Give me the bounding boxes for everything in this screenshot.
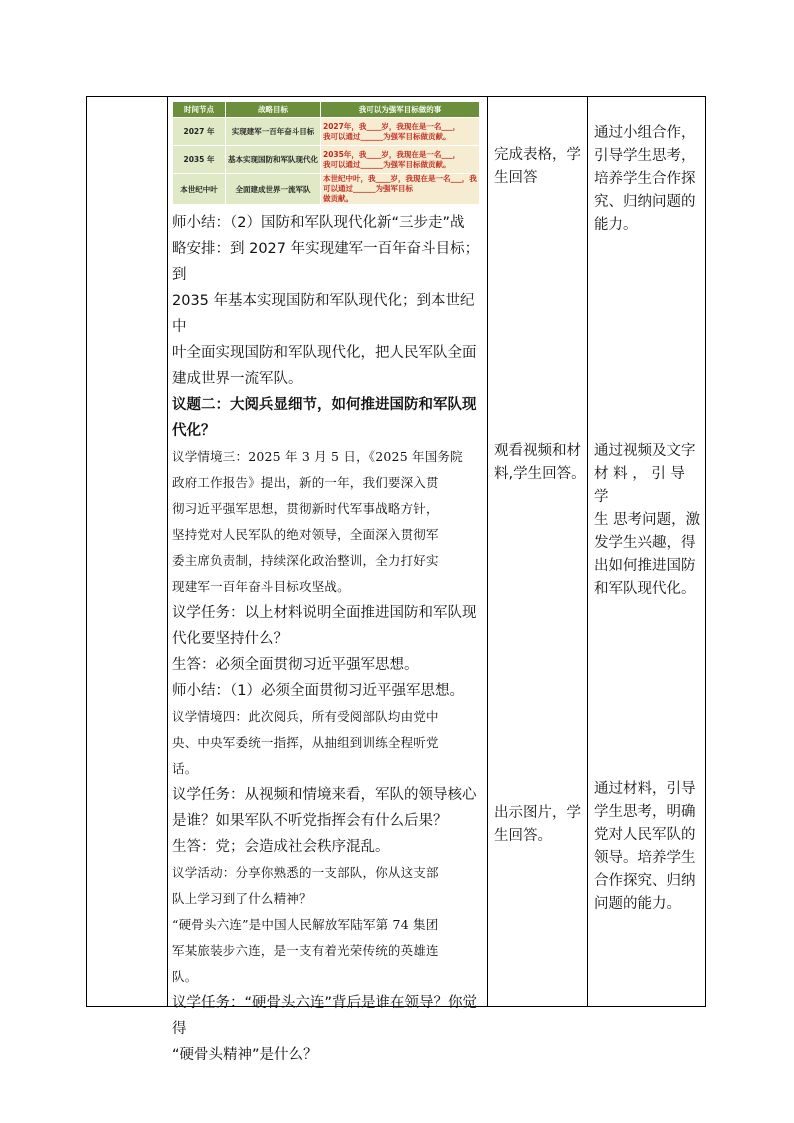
column-divider — [167, 96, 168, 1007]
intent-line: 通过材料，引导 — [594, 781, 696, 797]
content-line: 叶全面实现国防和军队现代化，把人民军队全面 — [172, 345, 477, 361]
intent-line: 学生思考，明确 — [594, 804, 696, 820]
content-line: 央、中央军委统一指挥，从抽组到训练全程听党 — [172, 735, 439, 750]
table-row — [173, 146, 480, 174]
table-row — [173, 118, 480, 146]
content-line: 略安排：到 2027 年实现建军一百年奋斗目标；到 — [172, 241, 480, 283]
content-line: 生答：必须全面贯彻习近平强军思想。 — [172, 657, 419, 673]
activity-line: 生回答 — [494, 170, 538, 186]
table-header: 战略目标 — [226, 102, 321, 118]
content-line: 队。 — [172, 969, 198, 984]
intent-line: 生 思考问题，激 — [594, 512, 701, 528]
goal-cell: 实现建军一百年奋斗目标 — [226, 118, 321, 146]
table-header: 时间节点 — [173, 102, 226, 118]
content-line: 话。 — [172, 761, 198, 776]
content-line: 代化？ — [172, 423, 216, 439]
intent-line: 合作探究、归纳 — [594, 873, 696, 889]
content-line: 委主席负责制，持续深化政治整训，全力打好实 — [172, 553, 439, 568]
content-line: 坚持党对人民军队的绝对领导，全面深入贯彻军 — [172, 527, 439, 542]
content-line: 议题二：大阅兵显细节，如何推进国防和军队现 — [172, 397, 477, 413]
content-line: 师小结：（2）国防和军队现代化新“三步走”战 — [172, 215, 465, 231]
intent-line: 出如何推进国防 — [594, 558, 696, 574]
content-line: 军某旅装步六连，是一支有着光荣传统的英雄连 — [172, 943, 439, 958]
time-cell: 2035 年 — [173, 146, 226, 174]
intent-line: 党对人民军队的 — [594, 827, 696, 843]
table-row — [173, 174, 480, 205]
student-activity-1 — [494, 144, 586, 190]
content-line: 议学情境四：此次阅兵，所有受阅部队均由党中 — [172, 709, 439, 724]
table-header: 我可以为强军目标做的事 — [321, 102, 480, 118]
design-intent-1 — [594, 122, 704, 237]
content-line: 代化要坚持什么？ — [172, 631, 288, 647]
content-line: 政府工作报告》提出，新的一年，我们要深入贯 — [172, 475, 439, 490]
content-line: 建成世界一流军队。 — [172, 371, 303, 387]
student-activity-3 — [494, 802, 586, 848]
column-divider — [487, 96, 488, 1007]
intent-line: 通过小组合作， — [594, 125, 696, 141]
content-line: 2035 年基本实现国防和军队现代化；到本世纪中 — [172, 293, 475, 335]
teaching-content — [172, 210, 484, 1068]
student-activity-2 — [494, 440, 586, 486]
intent-line: 发学生兴趣，得 — [594, 535, 696, 551]
activity-line: 观看视频和材 — [494, 443, 581, 459]
time-cell: 本世纪中叶 — [173, 174, 226, 205]
content-line: 议学任务：以上材料说明全面推进国防和军队现 — [172, 605, 477, 621]
todo-line: 2027年，我____岁，我现在是一名___， — [323, 121, 461, 131]
content-line: 议学任务：从视频和情境来看，军队的领导核心 — [172, 787, 477, 803]
todo-line: 2035年，我____岁，我现在是一名___， — [323, 149, 461, 159]
intent-line: 领导。培养学生 — [594, 850, 696, 866]
intent-line: 和军队现代化。 — [594, 581, 696, 597]
content-line: 现建军一百年奋斗目标攻坚战。 — [172, 579, 350, 594]
activity-line: 生回答。 — [494, 828, 552, 844]
content-line: “硬骨头六连”是中国人民解放军陆军第 74 集团 — [172, 917, 439, 932]
todo-line: 做贡献。 — [323, 194, 353, 203]
todo-line: 我可以通过______为强军目标做贡献。 — [323, 159, 451, 169]
todo-cell — [321, 118, 480, 146]
goal-cell: 基本实现国防和军队现代化 — [226, 146, 321, 174]
todo-line: 本世纪中叶，我____岁，我现在是一名___，我可以通过______为强军目标 — [323, 174, 477, 193]
content-line: 队上学习到了什么精神？ — [172, 891, 312, 906]
intent-line: 问题的能力。 — [594, 896, 681, 912]
intent-line: 能力。 — [594, 217, 638, 233]
design-intent-2 — [594, 440, 704, 601]
content-line: “硬骨头精神”是什么？ — [172, 1047, 318, 1063]
content-line: 师小结：（1）必须全面贯彻习近平强军思想。 — [172, 683, 464, 699]
activity-line: 出示图片，学 — [494, 805, 581, 821]
content-line: 是谁？如果军队不听党指挥会有什么后果？ — [172, 813, 448, 829]
design-intent-3 — [594, 778, 704, 916]
content-line: 生答：党；会造成社会秩序混乱。 — [172, 839, 390, 855]
intent-line: 培养学生合作探 — [594, 171, 696, 187]
strategy-goal-table-image — [172, 101, 480, 205]
intent-line: 引导学生思考， — [594, 148, 696, 164]
content-line: 议学活动：分享你熟悉的一支部队，你从这支部 — [172, 865, 439, 880]
intent-line: 通过视频及文字 — [594, 443, 696, 459]
content-line: 议学任务：“硬骨头六连”背后是谁在领导？你觉得 — [172, 995, 478, 1037]
time-cell: 2027 年 — [173, 118, 226, 146]
column-divider — [587, 96, 588, 1007]
todo-line: 我可以通过______为强军目标做贡献。 — [323, 131, 451, 141]
activity-line: 完成表格，学 — [494, 147, 581, 163]
goal-cell: 全面建成世界一流军队 — [226, 174, 321, 205]
todo-cell — [321, 174, 480, 205]
activity-line: 料,学生回答。 — [494, 466, 586, 482]
content-line: 议学情境三：2025 年 3 月 5 日，《2025 年国务院 — [172, 449, 463, 464]
content-line: 彻习近平强军思想，贯彻新时代军事战略方针， — [172, 501, 439, 516]
intent-line: 材 料 ， 引 导 学 — [594, 466, 685, 505]
todo-cell — [321, 146, 480, 174]
intent-line: 究、归纳问题的 — [594, 194, 696, 210]
